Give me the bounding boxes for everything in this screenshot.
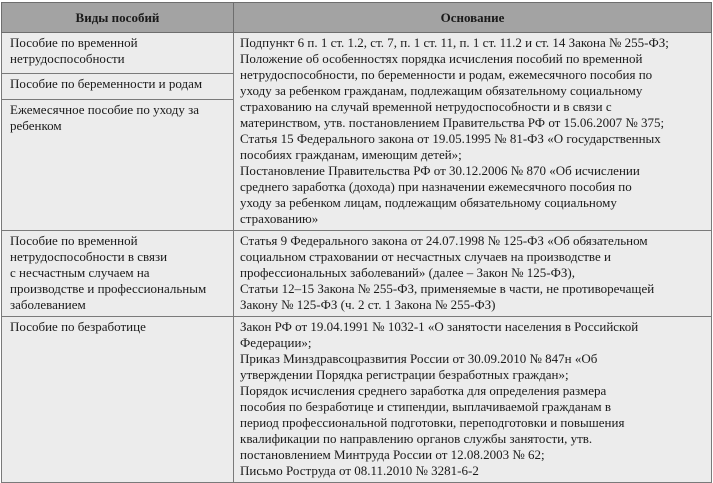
basis-line: пособиях гражданам, имеющим детей»; bbox=[240, 147, 462, 162]
basis-line: квалификации по направлению органов службы занятости, утв. bbox=[240, 431, 593, 446]
basis-line: Закон РФ от 19.04.1991 № 1032-1 «О занятости населения в Российской bbox=[240, 319, 639, 334]
basis-cell bbox=[234, 317, 712, 483]
basis-line: Статья 15 Федерального закона от 19.05.1995 № 81-ФЗ «О государственных bbox=[240, 131, 661, 146]
basis-line: утверждении Порядка регистрации безработных граждан»; bbox=[240, 367, 569, 382]
basis-line: Порядок исчисления среднего заработка для определения размера bbox=[240, 383, 607, 398]
basis-cell bbox=[234, 231, 712, 317]
benefit-type-cell bbox=[2, 231, 234, 317]
benefit-type: Ежемесячное пособие по уходу за ребенком bbox=[10, 101, 200, 133]
benefit-type: Пособие по временной нетрудоспособности bbox=[10, 35, 138, 66]
benefit-type: Пособие по беременности и родам bbox=[10, 76, 203, 92]
basis-line: пособия по безработице и стипендии, выплачиваемой гражданам в bbox=[240, 399, 612, 414]
basis-line: Приказ Минздравсоцразвития России от 30.09.2010 № 847н «Об bbox=[240, 351, 598, 366]
header-basis: Основание bbox=[234, 3, 712, 33]
benefit-type-line: Пособие по временной bbox=[10, 233, 138, 248]
benefit-type-cell bbox=[2, 33, 234, 74]
basis-line: профессиональных заболеваний» (далее – Закон № 125-ФЗ), bbox=[240, 265, 575, 280]
basis-line: социальном страховании от несчастных случаев на производстве и bbox=[240, 249, 611, 264]
benefit-type-line: нетрудоспособности в связи bbox=[10, 249, 168, 264]
basis-line: Подпункт 6 п. 1 ст. 1.2, ст. 7, п. 1 ст. 11, п. 1 ст. 11.2 и ст. 14 Закона № 255-ФЗ; bbox=[240, 35, 669, 50]
table-row bbox=[2, 231, 712, 317]
basis-line: материнством, утв. постановлением Правительства РФ от 15.06.2007 № 375; bbox=[240, 115, 665, 130]
basis-line: Федерации»; bbox=[240, 335, 312, 350]
basis-line: Постановление Правительства РФ от 30.12.2006 № 870 «Об исчислении bbox=[240, 163, 640, 178]
table-row bbox=[2, 317, 712, 483]
benefit-type-line: заболеванием bbox=[10, 297, 86, 312]
basis-line: Статья 9 Федерального закона от 24.07.1998 № 125-ФЗ «Об обязательном bbox=[240, 233, 648, 248]
basis-line: страхованию на случай временной нетрудоспособности и в связи с bbox=[240, 99, 612, 114]
basis-line: уходу за ребенком лицам, подлежащим обязательному социальному bbox=[240, 195, 617, 210]
basis-line: уходу за ребенком гражданам, подлежащим обязательному социальному bbox=[240, 83, 643, 98]
basis-line: постановлением Минтруда России от 12.08.2003 № 62; bbox=[240, 447, 545, 462]
basis-line: Статьи 12–15 Закона № 255-ФЗ, применяемые в части, не противоречащей bbox=[240, 281, 655, 296]
header-benefit-types: Виды пособий bbox=[2, 3, 234, 33]
benefit-type-cell bbox=[2, 74, 234, 99]
benefit-type-cell bbox=[2, 317, 234, 483]
benefit-type-cell bbox=[2, 99, 234, 230]
benefit-type-line: с несчастным случаем на bbox=[10, 265, 150, 280]
basis-line: среднего заработка (дохода) при назначении ежемесячного пособия по bbox=[240, 179, 632, 194]
basis-line: Закону № 125-ФЗ (ч. 2 ст. 1 Закона № 255-ФЗ) bbox=[240, 297, 496, 312]
basis-line: Положение об особенностях порядка исчисления пособий по временной bbox=[240, 51, 643, 66]
benefits-table bbox=[1, 2, 712, 483]
basis-line: страхованию» bbox=[240, 211, 319, 226]
basis-line: нетрудоспособности, по беременности и родам, ежемесячного пособия по bbox=[240, 67, 653, 82]
table-header-row bbox=[2, 3, 712, 33]
basis-line: период профессиональной подготовки, переподготовки и повышения bbox=[240, 415, 625, 430]
basis-cell bbox=[234, 33, 712, 231]
table-row bbox=[2, 33, 712, 74]
benefit-type-line: производстве и профессиональным bbox=[10, 281, 207, 296]
benefit-type-line: Пособие по безработице bbox=[10, 319, 146, 334]
basis-line: Письмо Роструда от 08.11.2010 № 3281-6-2 bbox=[240, 463, 479, 478]
